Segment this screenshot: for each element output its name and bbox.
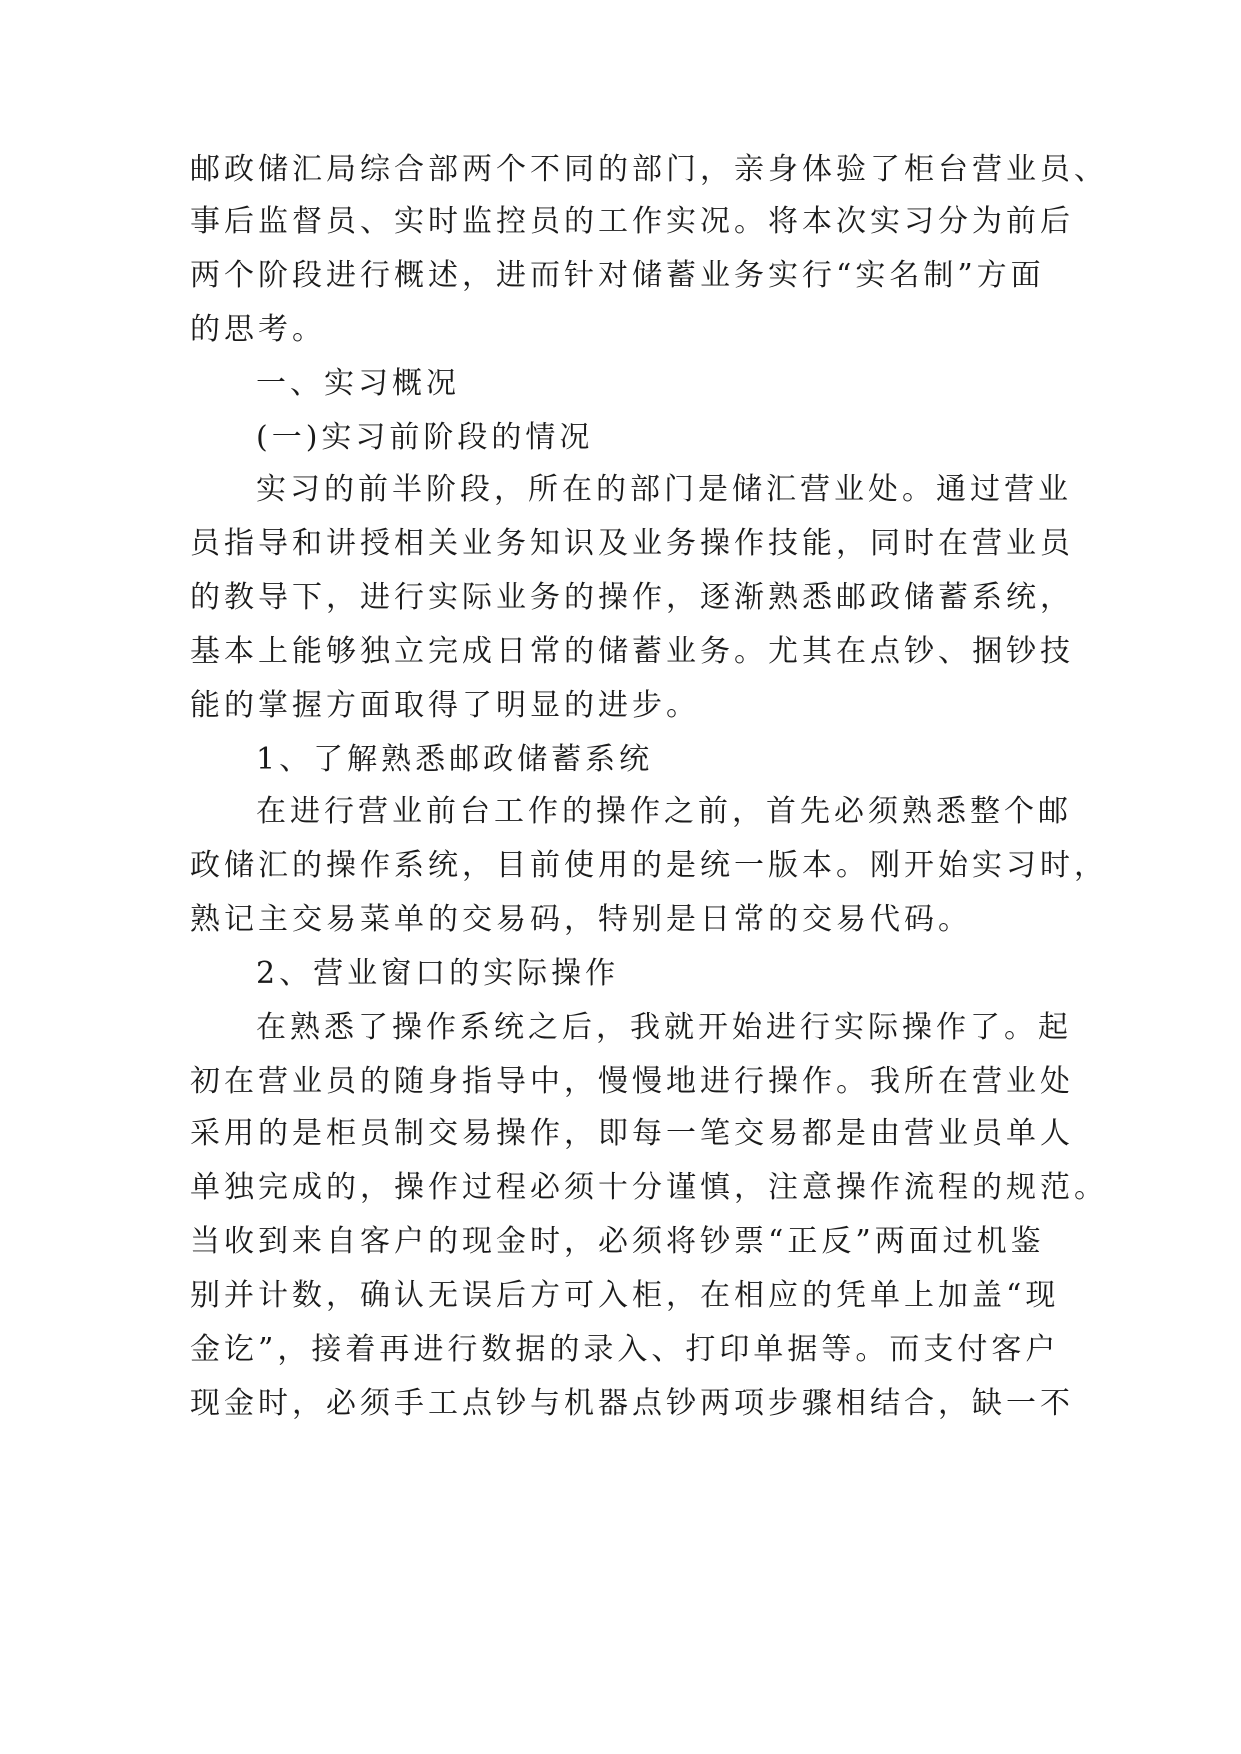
text-line: 采用的是柜员制交易操作，即每一笔交易都是由营业员单人 <box>190 1116 1074 1151</box>
text-line: 单独完成的，操作过程必须十分谨慎，注意操作流程的规范。 <box>190 1170 1108 1205</box>
text-line: 现金时，必须手工点钞与机器点钞两项步骤相结合，缺一不 <box>190 1386 1074 1421</box>
text-line: 邮政储汇局综合部两个不同的部门，亲身体验了柜台营业员、 <box>190 152 1108 187</box>
text-line: 在熟悉了操作系统之后，我就开始进行实际操作了。起 <box>256 1010 1072 1045</box>
text-line: 熟记主交易菜单的交易码，特别是日常的交易代码。 <box>190 902 972 937</box>
section-heading: 一、实习概况 <box>256 366 460 401</box>
text-line: 事后监督员、实时监控员的工作实况。将本次实习分为前后 <box>190 204 1074 239</box>
text-line: 员指导和讲授相关业务知识及业务操作技能，同时在营业员 <box>190 526 1074 561</box>
text-line: 别并计数，确认无误后方可入柜，在相应的凭单上加盖“现 <box>190 1278 1060 1313</box>
text-line: 初在营业员的随身指导中，慢慢地进行操作。我所在营业处 <box>190 1064 1074 1099</box>
text-line: 基本上能够独立完成日常的储蓄业务。尤其在点钞、捆钞技 <box>190 634 1074 669</box>
text-line: 在进行营业前台工作的操作之前，首先必须熟悉整个邮 <box>256 794 1072 829</box>
subsection-heading: (一)实习前阶段的情况 <box>256 420 594 455</box>
item-heading: 2、营业窗口的实际操作 <box>256 956 620 991</box>
item-heading: 1、了解熟悉邮政储蓄系统 <box>256 742 654 777</box>
text-line: 金讫”，接着再进行数据的录入、打印单据等。而支付客户 <box>190 1332 1060 1367</box>
text-line: 当收到来自客户的现金时，必须将钞票“正反”两面过机鉴 <box>190 1224 1045 1259</box>
text-line: 的思考。 <box>190 312 326 347</box>
text-line: 能的掌握方面取得了明显的进步。 <box>190 688 700 723</box>
text-line: 两个阶段进行概述，进而针对储蓄业务实行“实名制”方面 <box>190 258 1045 293</box>
text-line: 实习的前半阶段，所在的部门是储汇营业处。通过营业 <box>256 472 1072 507</box>
text-line: 的教导下，进行实际业务的操作，逐渐熟悉邮政储蓄系统， <box>190 580 1074 615</box>
text-line: 政储汇的操作系统，目前使用的是统一版本。刚开始实习时， <box>190 848 1108 883</box>
